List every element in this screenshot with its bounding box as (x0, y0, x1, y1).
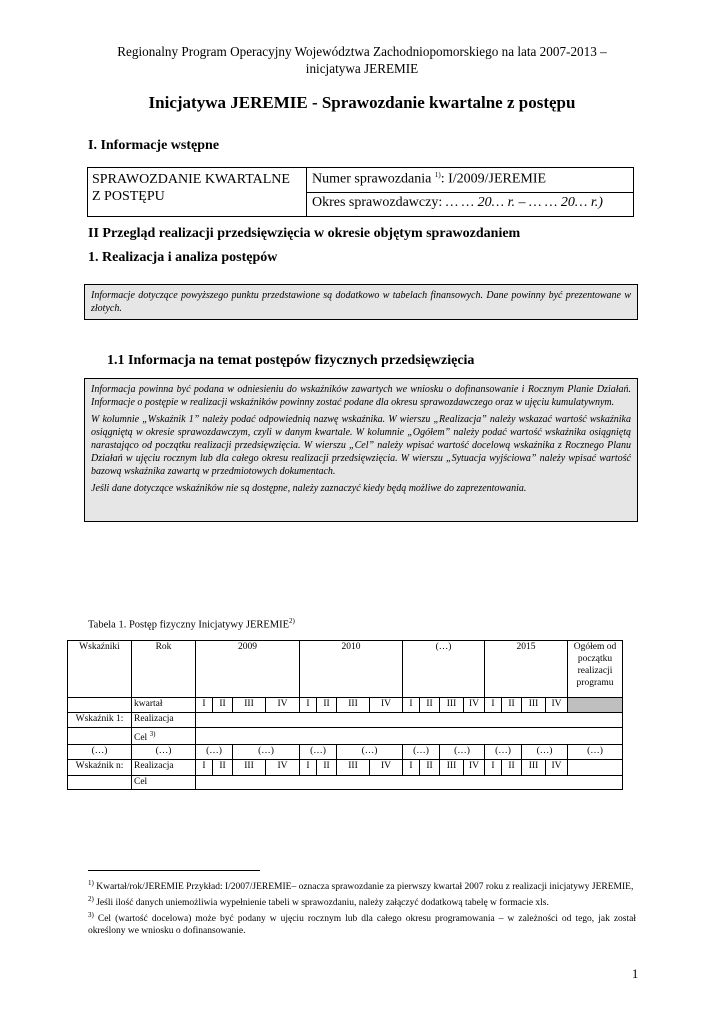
q-cell: IV (546, 760, 568, 776)
q-cell: II (213, 698, 233, 713)
ellipsis-cell: (…) (300, 745, 337, 760)
q-cell: I (300, 760, 317, 776)
footnote-ref-2: 2) (289, 617, 295, 625)
footnote-3 (88, 909, 636, 937)
header-year-ellipsis: (…) (403, 641, 485, 698)
q-cell: IV (464, 698, 485, 713)
footnote-ref-3: 3) (149, 730, 156, 738)
q-cell: IV (370, 698, 403, 713)
indicator-1-label: Wskaźnik 1: (68, 713, 132, 728)
report-number-cell (307, 168, 633, 193)
ellipsis-cell: (…) (485, 745, 522, 760)
q-cell: I (196, 760, 213, 776)
note-box-indicators (84, 378, 638, 522)
header-indicators: Wskaźniki (68, 641, 132, 698)
note-indicators-p2: W kolumnie „Wskaźnik 1” należy podać odpowiednią nazwę wskaźnika. W wierszu „Realizacja” należy wskazać wartość wskaźnika osiągniętą w okresie sprawozdawczym, czyli w danym kwartale. W kolumnie „Ogółem” należy podać wartość wskaźnika osiągniętą narastająco od początku realizacji przedsięwzięcia. W wierszu „Cel” należy wpisać wartość docelową wskaźnika z Rocznego Planu Działań w ujęciu rocznym lub dla całego okresu realizacji przedsięwzięcia. W wierszu „Sytuacja wyjściowa” należy wpisać wartość bazową wskaźnika zawartą w przedmiotowych dokumentach. (91, 414, 631, 477)
header-year-2009: 2009 (196, 641, 300, 698)
header-total: Ogółem od początku realizacji programu (568, 641, 623, 698)
header-line-1: Regionalny Program Operacyjny Województwa Zachodniopomorskiego na lata 2007-2013 – (117, 44, 607, 59)
q-cell: IV (266, 698, 300, 713)
ellipsis-cell: (…) (337, 745, 403, 760)
document-title: Inicjatywa JEREMIE - Sprawozdanie kwartalne z postępu (148, 93, 576, 112)
header-line-2: inicjatywa JEREMIE (305, 61, 419, 76)
q-cell: III (522, 698, 546, 713)
q-cell: II (317, 698, 337, 713)
cell (68, 728, 132, 745)
ellipsis-cell: (…) (233, 745, 300, 760)
q-cell: IV (546, 698, 568, 713)
header-year-2010: 2010 (300, 641, 403, 698)
q-cell: II (420, 760, 440, 776)
q-cell: IV (370, 760, 403, 776)
header-year-2015: 2015 (485, 641, 568, 698)
q-cell: IV (266, 760, 300, 776)
report-number-label: Numer sprawozdania (312, 171, 435, 187)
report-period-cell (307, 193, 633, 216)
indicator-1-cel-row (68, 728, 623, 745)
footnote-divider (88, 870, 260, 871)
ellipsis-cell: (…) (522, 745, 568, 760)
indicator-n-label: Wskaźnik n: (68, 760, 132, 776)
q-cell: III (337, 760, 370, 776)
quarter-row (68, 698, 623, 713)
footnote-2 (88, 893, 636, 909)
page-number: 1 (632, 967, 639, 981)
q-cell: III (233, 760, 266, 776)
quarter-label: kwartał (132, 698, 196, 713)
report-period-label: Okres sprawozdawczy: (312, 195, 446, 210)
footnote-3-text: Cel (wartość docelowa) może być podany w ujęciu rocznym lub dla całego okresu programowania – w zależności od tego, jak został określony we wniosku o dofinansowanie. (88, 914, 636, 937)
header-year: Rok (132, 641, 196, 698)
ellipsis-cell: (…) (403, 745, 440, 760)
indicator-n-cel-values (196, 776, 623, 790)
q-cell: I (403, 698, 420, 713)
indicator-1-realizacja-row (68, 713, 623, 728)
table-caption-text: Tabela 1. Postęp fizyczny Inicjatywy JEREMIE (88, 619, 290, 631)
ellipsis-cell: (…) (196, 745, 233, 760)
report-period-value: … … 20… r. – … … 20… r.) (445, 195, 603, 210)
report-type-line-1: SPRAWOZDANIE KWARTALNE (92, 172, 290, 187)
ellipsis-cell: (…) (568, 745, 623, 760)
footnote-1-mark: 1) (88, 879, 94, 887)
subsection-1-1-heading: 1.1 Informacja na temat postępów fizycznych przedsięwzięcia (107, 353, 475, 368)
ellipsis-row (68, 745, 623, 760)
section-2-heading: II Przegląd realizacji przedsięwzięcia w okresie objętym sprawozdaniem (88, 226, 521, 241)
q-cell: II (420, 698, 440, 713)
footnote-2-text: Jeśli ilość danych uniemożliwia wypełnienie tabeli w sprawozdaniu, należy załączyć dodatkową tabelę w formacie xls. (93, 898, 549, 909)
q-cell: I (485, 760, 502, 776)
q-cell: II (502, 760, 522, 776)
q-cell: I (300, 698, 317, 713)
q-cell: II (213, 760, 233, 776)
cel-label (132, 728, 196, 745)
q-cell: IV (464, 760, 485, 776)
report-type-line-2: Z POSTĘPU (92, 189, 165, 204)
realizacja-label: Realizacja (132, 760, 196, 776)
cel-text: Cel (134, 733, 148, 744)
footnote-2-mark: 2) (88, 895, 94, 904)
indicator-n-realizacja-row (68, 760, 623, 776)
q-cell: III (337, 698, 370, 713)
footnote-ref-1: 1) (434, 171, 441, 179)
section-1-heading: I. Informacje wstępne (88, 138, 220, 153)
q-cell: I (196, 698, 213, 713)
table-header-row (68, 641, 623, 698)
q-cell: III (440, 760, 464, 776)
q-cell: II (502, 698, 522, 713)
cell (68, 698, 132, 713)
total-cell-shaded (568, 698, 623, 713)
ellipsis-cell: (…) (132, 745, 196, 760)
q-cell: II (317, 760, 337, 776)
realizacja-label: Realizacja (132, 713, 196, 728)
ellipsis-cell: (…) (68, 745, 132, 760)
note-indicators-p1: Informacja powinna być podana w odniesieniu do wskaźników zawartych we wniosku o dofinansowanie i Rocznym Planie Działań. Informacje o postępie w realizacji wskaźników powinny zostać podane dla okresu sprawozdawczego oraz w ujęciu kumulatywnym. (91, 384, 631, 408)
q-cell: I (403, 760, 420, 776)
indicator-1-cel-values (196, 728, 623, 745)
q-cell: III (440, 698, 464, 713)
footnotes (88, 877, 636, 937)
table-caption (88, 617, 295, 631)
cel-label: Cel (132, 776, 196, 790)
physical-progress-table (67, 640, 623, 790)
total-cell (568, 760, 623, 776)
q-cell: I (485, 698, 502, 713)
indicator-n-cel-row (68, 776, 623, 790)
note-indicators-p3: Jeśli dane dotyczące wskaźników nie są dostępne, należy zaznaczyć kiedy będą możliwe do zaprezentowania. (91, 483, 527, 494)
note-box-financial (84, 284, 638, 320)
footnote-3-mark: 3) (88, 911, 94, 920)
report-info-table (87, 167, 634, 217)
ellipsis-cell: (…) (440, 745, 485, 760)
q-cell: III (233, 698, 266, 713)
report-type-cell (88, 168, 307, 216)
subsection-1-heading: 1. Realizacja i analiza postępów (88, 250, 278, 265)
q-cell: III (522, 760, 546, 776)
indicator-1-realizacja-values (196, 713, 623, 728)
cell (68, 776, 132, 790)
footnote-1 (88, 877, 636, 893)
report-number-value: : I/2009/JEREMIE (440, 171, 547, 187)
note-financial-text: Informacje dotyczące powyższego punktu przedstawione są dodatkowo w tabelach finansowych. Dane powinny być prezentowane w złotych. (91, 290, 631, 314)
footnote-1-text: Kwartał/rok/JEREMIE Przykład: I/2007/JEREMIE– oznacza sprawozdanie za pierwszy kwartał 2007 roku z realizacji inicjatywy JEREMIE, (93, 882, 634, 893)
